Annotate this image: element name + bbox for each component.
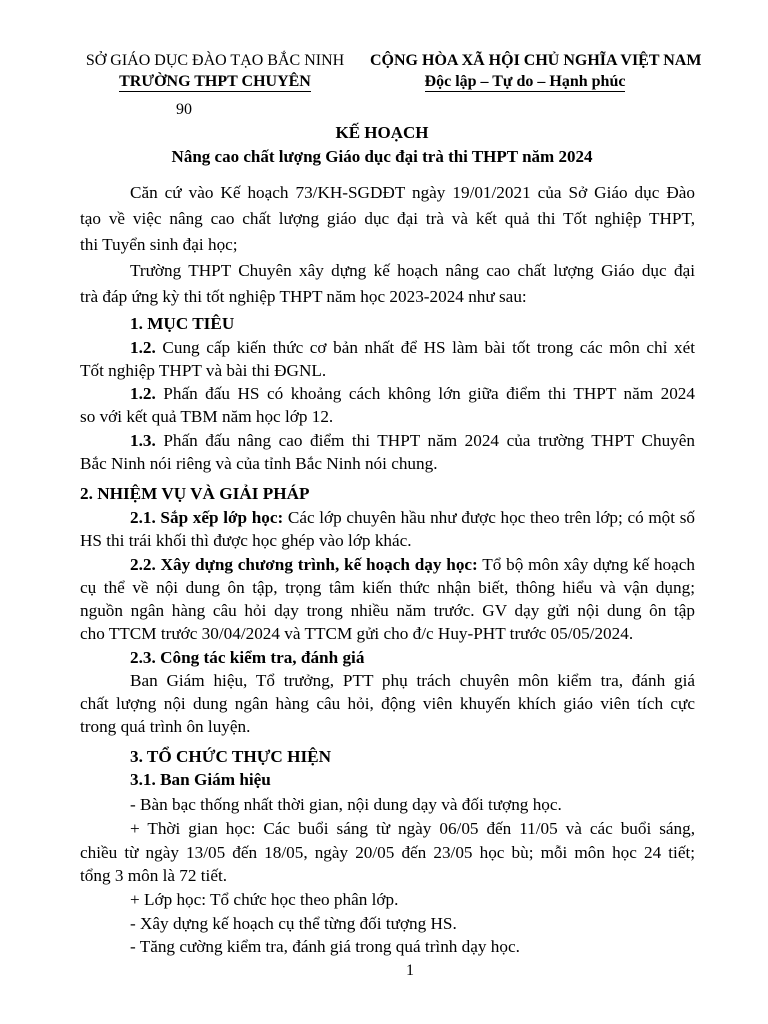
s2-item2-text: Tổ bộ môn xây dựng kế hoạch (477, 555, 696, 574)
section-2-heading: 2. NHIỆM VỤ VÀ GIẢI PHÁP (80, 484, 310, 503)
s1-item3-line1 (130, 431, 695, 451)
s1-item1-line2: Tốt nghiệp THPT và bài thi ĐGNL. (80, 361, 327, 380)
s1-item3-number: 1.3. (130, 431, 156, 450)
s1-item3-text: Phấn đấu nâng cao điểm thi THPT năm 2024 của trường THPT Chuyên (155, 431, 695, 450)
s2-item2-line3: nguồn ngân hàng câu hỏi dạy trong nhiều năm trước. GV dạy gửi nội dung ôn tập (80, 601, 695, 620)
s2-item3-heading: 2.3. Công tác kiểm tra, đánh giá (130, 648, 365, 667)
s3-line2c: tổng 3 môn là 72 tiết. (80, 866, 228, 885)
s3-line1: - Bàn bạc thống nhất thời gian, nội dung dạy và đối tượng học. (130, 795, 562, 814)
intro-p1-line3: thi Tuyển sinh đại học; (80, 235, 238, 254)
s2-item1-line2: HS thi trái khối thì được học ghép vào lớp khác. (80, 531, 412, 550)
s1-item2-text: Phấn đấu HS có khoảng cách không lớn giữa điểm thi THPT năm 2024 (155, 384, 695, 403)
s1-item1-number: 1.2. (130, 338, 156, 357)
s2-item3-line1: Ban Giám hiệu, Tổ trưởng, PTT phụ trách chuyên môn kiểm tra, đánh giá (130, 671, 695, 690)
s3-line5: - Tăng cường kiểm tra, đánh giá trong quá trình dạy học. (130, 937, 520, 956)
s3-line2b: chiều từ ngày 13/05 đến 18/05, ngày 20/05 đến 23/05 học bù; mỗi môn học 24 tiết; (80, 843, 695, 862)
intro-p1-line2: tạo về việc nâng cao chất lượng giáo dục đại trà và kết quả thi Tốt nghiệp THPT, (80, 209, 695, 228)
national-motto (370, 73, 680, 91)
s2-item2-line4: cho TTCM trước 30/04/2024 và TTCM gửi cho đ/c Huy-PHT trước 05/05/2024. (80, 624, 634, 643)
school-name (78, 73, 352, 91)
section-3-heading: 3. TỔ CHỨC THỰC HIỆN (130, 747, 332, 766)
s2-item1-label: 2.1. Sắp xếp lớp học: (130, 508, 284, 527)
page-number: 1 (406, 962, 414, 979)
s1-item3-line2: Bắc Ninh nói riêng và của tỉnh Bắc Ninh nói chung. (80, 454, 438, 473)
intro-p1-line1: Căn cứ vào Kế hoạch 73/KH-SGDĐT ngày 19/01/2021 của Sở Giáo dục Đào (130, 183, 695, 202)
document-number: 90 (176, 101, 192, 118)
document-subtitle: Nâng cao chất lượng Giáo dục đại trà thi THPT năm 2024 (171, 147, 593, 166)
s2-item1-line1 (130, 508, 695, 528)
s1-item2-line1 (130, 384, 695, 404)
country-name: CỘNG HÒA XÃ HỘI CHỦ NGHĨA VIỆT NAM (370, 52, 702, 69)
s1-item1-text: Cung cấp kiến thức cơ bản nhất để HS làm bài tốt trong các môn chỉ xét (155, 338, 695, 357)
document-title: KẾ HOẠCH (335, 123, 429, 142)
s3-line3: + Lớp học: Tổ chức học theo phân lớp. (130, 890, 399, 909)
s2-item3-line2: chất lượng nội dung ngân hàng câu hỏi, động viên khuyến khích giáo viên tích cực (80, 694, 695, 713)
s2-item2-label: 2.2. Xây dựng chương trình, kế hoạch dạy học: (130, 555, 478, 574)
department-name: SỞ GIÁO DỤC ĐÀO TẠO BẮC NINH (85, 52, 345, 69)
intro-p2-line2: trà đáp ứng kỳ thi tốt nghiệp THPT năm học 2023-2024 như sau: (80, 287, 527, 306)
s2-item1-text: Các lớp chuyên hầu như được học theo trên lớp; có một số (283, 508, 695, 527)
national-motto-text: Độc lập – Tự do – Hạnh phúc (424, 73, 626, 90)
s3-line4: - Xây dựng kế hoạch cụ thể từng đối tượng HS. (130, 914, 457, 933)
s2-item2-line1 (130, 555, 695, 575)
s2-item3-line3: trong quá trình ôn luyện. (80, 717, 251, 736)
s3-subheading: 3.1. Ban Giám hiệu (130, 770, 271, 789)
s1-item2-number: 1.2. (130, 384, 156, 403)
s1-item1-line1 (130, 338, 695, 358)
s1-item2-line2: so với kết quả TBM năm học lớp 12. (80, 407, 334, 426)
intro-p2-line1: Trường THPT Chuyên xây dựng kế hoạch nâng cao chất lượng Giáo dục đại (130, 261, 695, 280)
s2-item2-line2: cụ thể về nội dung ôn tập, trọng tâm kiến thức nhận biết, thông hiểu và vận dụng; (80, 578, 695, 597)
school-name-text: TRƯỜNG THPT CHUYÊN (119, 73, 311, 90)
section-1-heading: 1. MỤC TIÊU (130, 314, 235, 333)
s3-line2a: + Thời gian học: Các buổi sáng từ ngày 06/05 đến 11/05 và các buổi sáng, (130, 819, 695, 838)
